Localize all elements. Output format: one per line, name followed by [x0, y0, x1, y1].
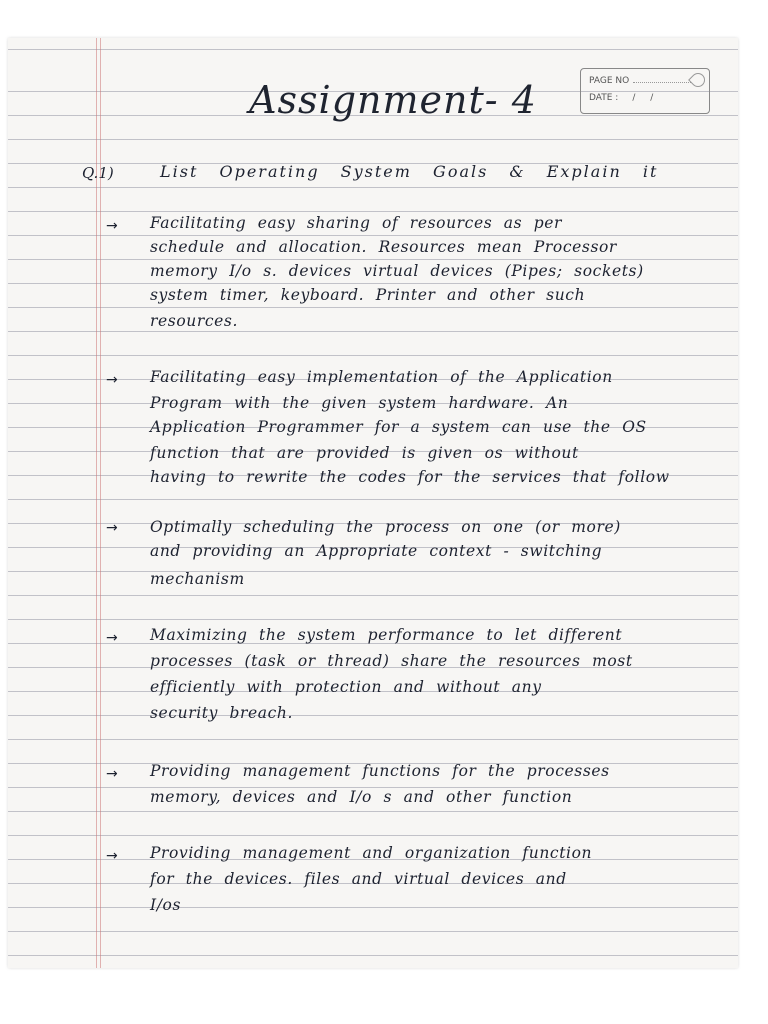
page-no-label: PAGE NO	[589, 76, 630, 86]
point-line: Program with the given system hardware. An	[150, 394, 569, 412]
point-line: memory, devices and I/o s and other function	[150, 788, 573, 806]
point-line: having to rewrite the codes for the services that follow	[150, 468, 670, 486]
point-line: I/os	[150, 896, 182, 914]
point-line: schedule and allocation. Resources mean Processor	[150, 238, 617, 256]
question-number: Q.1)	[82, 164, 114, 182]
question-text: List Operating System Goals & Explain it	[160, 162, 659, 181]
point-line: Providing management functions for the processes	[150, 762, 610, 780]
notebook-page	[8, 38, 738, 968]
arrow-icon: →	[106, 218, 118, 234]
point-line: Application Programmer for a system can use the OS	[150, 418, 647, 436]
point-line: processes (task or thread) share the resources most	[150, 652, 633, 670]
point-line: Facilitating easy sharing of resources as per	[150, 214, 563, 232]
arrow-icon: →	[106, 372, 118, 388]
page-title: Assignment- 4	[249, 78, 537, 122]
point-line: Optimally scheduling the process on one (or more)	[150, 518, 621, 536]
date-label: DATE :	[589, 93, 619, 103]
point-line: for the devices. files and virtual devices and	[150, 870, 567, 888]
point-line: efficiently with protection and without any	[150, 678, 542, 696]
point-line: function that are provided is given os without	[150, 444, 579, 462]
point-line: system timer, keyboard. Printer and other such	[150, 286, 586, 304]
point-line: Providing management and organization function	[150, 844, 593, 862]
point-line: mechanism	[150, 570, 245, 588]
point-line: security breach.	[150, 704, 294, 722]
point-line: resources.	[150, 312, 238, 330]
point-line: Maximizing the system performance to let different	[150, 626, 623, 644]
arrow-icon: →	[106, 848, 118, 864]
arrow-icon: →	[106, 766, 118, 782]
point-line: Facilitating easy implementation of the Application	[150, 368, 613, 386]
arrow-icon: →	[106, 520, 118, 536]
arrow-icon: →	[106, 630, 118, 646]
date-value: / /	[632, 93, 660, 103]
point-line: memory I/o s. devices virtual devices (Pipes; sockets)	[150, 262, 644, 280]
point-line: and providing an Appropriate context - switching	[150, 542, 603, 560]
